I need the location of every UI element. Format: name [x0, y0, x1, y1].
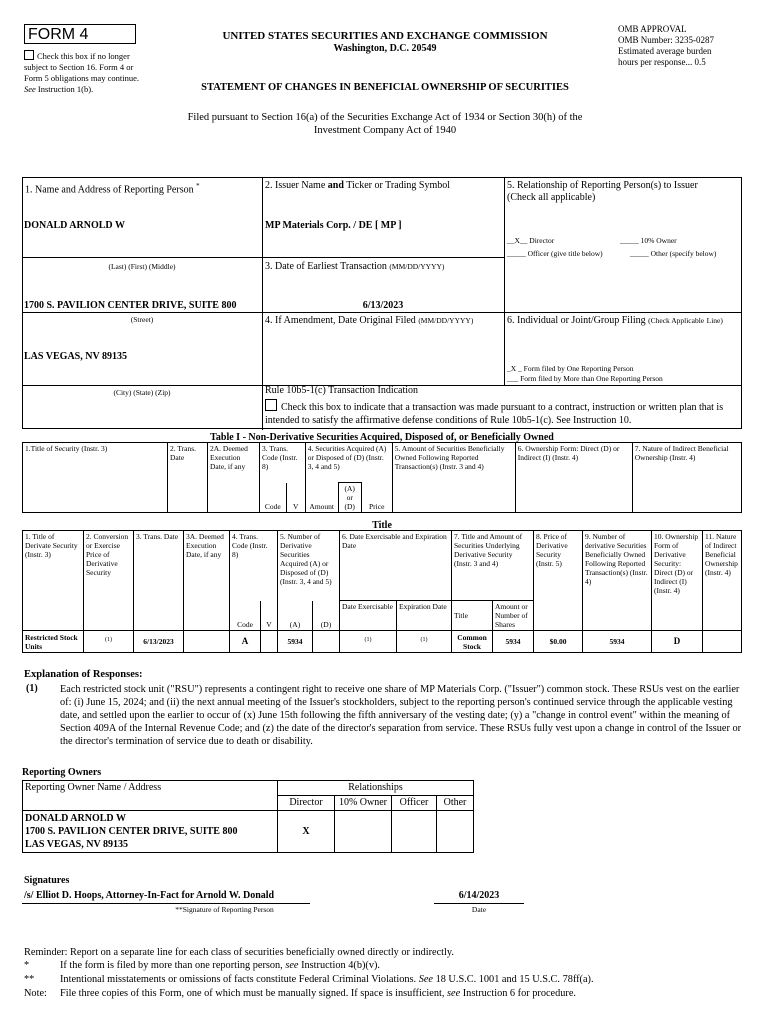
footer-mark-2: **: [24, 974, 35, 985]
filed-line-2: Investment Company Act of 1940: [313, 125, 457, 136]
t1-col-code: 3. Trans. Code (Instr. 8): [260, 443, 306, 483]
t2-row-exercisable-note: (1): [364, 637, 372, 644]
omb-line-2: OMB Number: 3235-0287: [618, 35, 714, 45]
owner-addr2: LAS VEGAS, NV 89135: [25, 839, 128, 850]
rule-10b5-block: [265, 399, 739, 427]
owner-name: DONALD ARNOLD W: [25, 813, 126, 824]
city-caption: (City) (State) (Zip): [113, 388, 171, 397]
box6-label: [507, 315, 742, 327]
t2-row-expiration-note: (1): [420, 637, 428, 644]
section16-checkbox[interactable]: [24, 50, 34, 60]
table1: [22, 442, 742, 513]
box6-label-text: 6. Individual or Joint/Group Filing: [507, 315, 646, 326]
owners-col-owner: 10% Owner: [335, 796, 392, 811]
footer-note-1: [24, 960, 754, 972]
filed-pursuant: [100, 111, 670, 137]
rel-ten-percent-owner: _____ 10% Owner: [620, 236, 677, 245]
signature-date-caption: Date: [471, 905, 487, 914]
t1-sub-v: V: [286, 483, 305, 513]
agency-name: UNITED STATES SECURITIES AND EXCHANGE COMMISSION: [222, 30, 548, 42]
t2-sub-shares: Amount or Number of Shares: [493, 601, 534, 631]
footer-mark-3: Note:: [24, 988, 47, 999]
box2-label: [265, 180, 450, 192]
footer-3a: File three copies of this Form, one of which must be manually signed. If space is insufficient,: [60, 988, 445, 999]
box1-star: *: [196, 182, 200, 190]
box6-sub-a: (Check Applicable: [648, 316, 705, 325]
table2: [22, 530, 742, 653]
t2-row-exercisable: [340, 631, 397, 653]
t2-sub-code: Code: [230, 601, 261, 631]
explanation-number: (1): [26, 683, 38, 694]
t1-col-acquired: 4. Securities Acquired (A) or Disposed of (D) (Instr. 3, 4 and 5): [305, 443, 392, 483]
omb-line-1: OMB APPROVAL: [618, 24, 687, 34]
box2-label-and: and: [327, 180, 344, 191]
t2-row-underlying-title: Common Stock: [452, 631, 493, 653]
t2-col-owned: 9. Number of derivative Securities Beneficially Owned Following Reported Transaction(s) (Instr. 4): [583, 531, 652, 631]
footer-3-see: see: [447, 988, 461, 999]
issuer-name: MP Materials Corp. / DE [ MP ]: [265, 220, 402, 231]
owner-other-mark: [437, 811, 474, 853]
explanation-text: Each restricted stock unit ("RSU") represents a contingent right to receive one share of MP Materials Corp. ("Issuer") common stock. These RSUs vest on the earlier of: (i) June 15, 2024; and (ii) the next annual meeting of the Issuer's stockholders, subject to the reporting person's continued service through the applicable vesting date, and settled upon the earlier to occur of (x) June 15th following the fifth anniversary of the vesting date; (y) a "change in control event" within the meaning of Section 409A of the Internal Revenue Code; and (z) the date of the director's separation from service. These RSUs fully vest upon a change in control of the Issuer or the director's termination of service due to death or disability.: [60, 684, 742, 747]
t2-sub-exercisable: Date Exercisable: [340, 601, 397, 631]
t2-sub-a: (A): [278, 601, 313, 631]
footer-1b: Instruction 4(b)(v).: [301, 960, 380, 971]
statement-title: STATEMENT OF CHANGES IN BENEFICIAL OWNERSHIP OF SECURITIES: [201, 82, 569, 93]
owners-col-name-spacer: [23, 796, 278, 811]
box4-label-text: 4. If Amendment, Date Original Filed: [265, 315, 416, 326]
signature-date: 6/14/2023: [458, 890, 500, 901]
t2-row-security: Restricted Stock Units: [23, 631, 84, 653]
t2-row-conversion: [84, 631, 134, 653]
t2-col-nature: 11. Nature of Indirect Beneficial Ownership (Instr. 4): [703, 531, 742, 631]
filed-line-1: Filed pursuant to Section 16(a) of the Securities Exchange Act of 1934 or Section 30(h) of the: [187, 112, 583, 123]
reporting-person-name: DONALD ARNOLD W: [24, 220, 125, 231]
t2-col-underlying: 7. Title and Amount of Securities Underlying Derivative Security (Instr. 3 and 4): [452, 531, 534, 601]
t2-row-a: 5934: [278, 631, 313, 653]
omb-line-4: hours per response... 0.5: [618, 57, 706, 67]
footer-2a: Intentional misstatements or omissions of facts constitute Federal Criminal Violations.: [60, 974, 417, 985]
omb-line-3: Estimated average burden: [618, 46, 712, 56]
t2-sub-d: (D): [313, 601, 340, 631]
footer-3b: Instruction 6 for procedure.: [462, 988, 576, 999]
owners-table: [22, 780, 474, 853]
owner-addr1: 1700 S. PAVILION CENTER DRIVE, SUITE 800: [25, 826, 238, 837]
t2-col-number: 5. Number of Derivative Securities Acquired (A) or Disposed of (D) (Instr. 3, 4 and 5): [278, 531, 340, 601]
t1-col-amount: 5. Amount of Securities Beneficially Owned Following Reported Transaction(s) (Instr. 3 and 4): [392, 443, 515, 513]
t1-sub-price: Price: [361, 483, 392, 513]
t2-col-trans-date: 3. Trans. Date: [134, 531, 184, 631]
omb-approval: [618, 24, 758, 68]
t2-row-d: [313, 631, 340, 653]
owner-name-address: [23, 811, 278, 853]
rule-10b5-checkbox[interactable]: [265, 399, 277, 411]
box4-format: (MM/DD/YYYY): [418, 316, 474, 325]
t2-col-form: 10. Ownership Form of Derivative Security: Direct (D) or Indirect (I) (Instr. 4): [652, 531, 703, 631]
name-caption: (Last) (First) (Middle): [108, 262, 176, 271]
t1-col-ownership: 6. Ownership Form: Direct (D) or Indirect (I) (Instr. 4): [515, 443, 632, 513]
owner-director-mark: X: [278, 811, 335, 853]
footer-1-see: see: [285, 960, 299, 971]
signature-caption: **Signature of Reporting Person: [175, 905, 274, 914]
t2-row-expiration: [397, 631, 452, 653]
t2-sub-v: V: [261, 601, 278, 631]
box3-label: [265, 261, 444, 273]
table-row: [23, 811, 474, 853]
t1-sub-aord: (A) or (D): [338, 483, 361, 513]
box1-label: [25, 180, 200, 196]
table2-title: Title: [372, 520, 392, 531]
footer-note-3: [24, 988, 764, 1000]
footer-mark-1: *: [24, 960, 30, 971]
footer-2-see: See: [418, 974, 433, 985]
t2-row-deemed-date: [184, 631, 230, 653]
footer-2b: 18 U.S.C. 1001 and 15 U.S.C. 78ff(a).: [435, 974, 594, 985]
box2-label-b: Ticker or Trading Symbol: [346, 180, 451, 191]
owners-col-other: Other: [437, 796, 474, 811]
box5-label-text: 5. Relationship of Reporting Person(s) to Issuer: [507, 180, 698, 191]
t2-col-dates: 6. Date Exercisable and Expiration Date: [340, 531, 452, 601]
earliest-transaction-date: 6/13/2023: [362, 300, 404, 311]
t2-col-deemed-date: 3A. Deemed Execution Date, if any: [184, 531, 230, 631]
agency-city: Washington, D.C. 20549: [333, 43, 437, 54]
section16-instruction: Instruction 1(b).: [37, 84, 94, 94]
box3-format: (MM/DD/YYYY): [389, 262, 445, 271]
reporting-person-city: LAS VEGAS, NV 89135: [24, 351, 127, 362]
box2-label-a: 2. Issuer Name: [265, 180, 326, 191]
t1-sub-code: Code: [260, 483, 287, 513]
box4-label: [265, 315, 473, 327]
t2-row-code: A: [230, 631, 261, 653]
t2-row-conversion-note: (1): [105, 637, 112, 644]
t2-row-shares: 5934: [493, 631, 534, 653]
t1-col-trans-date: 2. Trans. Date: [168, 443, 208, 513]
box5-label: [507, 180, 742, 204]
rel-other: _____ Other (specify below): [630, 249, 717, 258]
rule-10b5-title: Rule 10b5-1(c) Transaction Indication: [265, 385, 419, 396]
rel-officer: _____ Officer (give title below): [507, 249, 603, 258]
box5-sub: (Check all applicable): [507, 192, 596, 203]
t2-sub-expiration: Expiration Date: [397, 601, 452, 631]
filing-option-one: _X _ Form filed by One Reporting Person: [507, 364, 634, 373]
signatures-title: Signatures: [24, 875, 70, 886]
t2-row-owned: 5934: [583, 631, 652, 653]
t1-sub-amount: Amount: [305, 483, 338, 513]
reporting-person-street: 1700 S. PAVILION CENTER DRIVE, SUITE 800: [24, 300, 237, 311]
rel-director: __X__ Director: [507, 236, 555, 245]
filing-option-group: ___ Form filed by More than One Reporting Person: [507, 374, 663, 383]
t2-row-price: $0.00: [534, 631, 583, 653]
owners-col-name: Reporting Owner Name / Address: [23, 781, 278, 796]
t2-sub-title: Title: [452, 601, 493, 631]
section16-text: Check this box if no longer subject to Section 16. Form 4 or Form 5 obligations may continue.: [24, 51, 139, 83]
box3-label-text: 3. Date of Earliest Transaction: [265, 261, 387, 272]
t2-col-security: 1. Title of Derivate Security (Instr. 3): [23, 531, 84, 631]
t1-col-security: 1.Title of Security (Instr. 3): [23, 443, 168, 513]
t2-col-code: 4. Trans. Code (Instr. 8): [230, 531, 278, 601]
box1-label-text: 1. Name and Address of Reporting Person: [25, 184, 194, 196]
section16-see: See: [24, 84, 36, 94]
explanation-title: Explanation of Responses:: [24, 669, 143, 680]
section16-checkbox-block: [24, 50, 152, 95]
owners-title: Reporting Owners: [22, 767, 102, 778]
table1-title: Table I - Non-Derivative Securities Acquired, Disposed of, or Beneficially Owned: [210, 432, 554, 443]
owners-col-rel: Relationships: [278, 781, 474, 796]
table-row: [23, 631, 742, 653]
signature-value: /s/ Elliot D. Hoops, Attorney-In-Fact for Arnold W. Donald: [24, 890, 275, 901]
t2-col-conversion: 2. Conversion or Exercise Price of Derivative Security: [84, 531, 134, 631]
footer-reminder: Reminder: Report on a separate line for each class of securities beneficially owned directly or indirectly.: [24, 947, 454, 958]
t2-row-nature: [703, 631, 742, 653]
owner-officer-mark: [392, 811, 437, 853]
t2-row-form: D: [652, 631, 703, 653]
footer-1a: If the form is filed by more than one reporting person,: [60, 960, 283, 971]
owners-col-director: Director: [278, 796, 335, 811]
street-caption: (Street): [130, 315, 154, 324]
t2-row-v: [261, 631, 278, 653]
footer-note-2: [24, 974, 754, 986]
rule-10b5-text: Check this box to indicate that a transaction was made pursuant to a contract, instruction or written plan that is intended to satisfy the affirmative defense conditions of Rule 10b5-1(c). See Instruction 10.: [265, 402, 724, 426]
t2-row-trans-date: 6/13/2023: [134, 631, 184, 653]
t1-col-nature: 7. Nature of Indirect Beneficial Ownership (Instr. 4): [632, 443, 741, 513]
form-title: FORM 4: [24, 24, 136, 44]
owner-owner-mark: [335, 811, 392, 853]
t1-col-deemed-date: 2A. Deemed Execution Date, if any: [208, 443, 260, 513]
owners-col-officer: Officer: [392, 796, 437, 811]
box6-sub-b: Line): [706, 316, 723, 325]
t2-col-price: 8. Price of Derivative Security (Instr. 5): [534, 531, 583, 631]
